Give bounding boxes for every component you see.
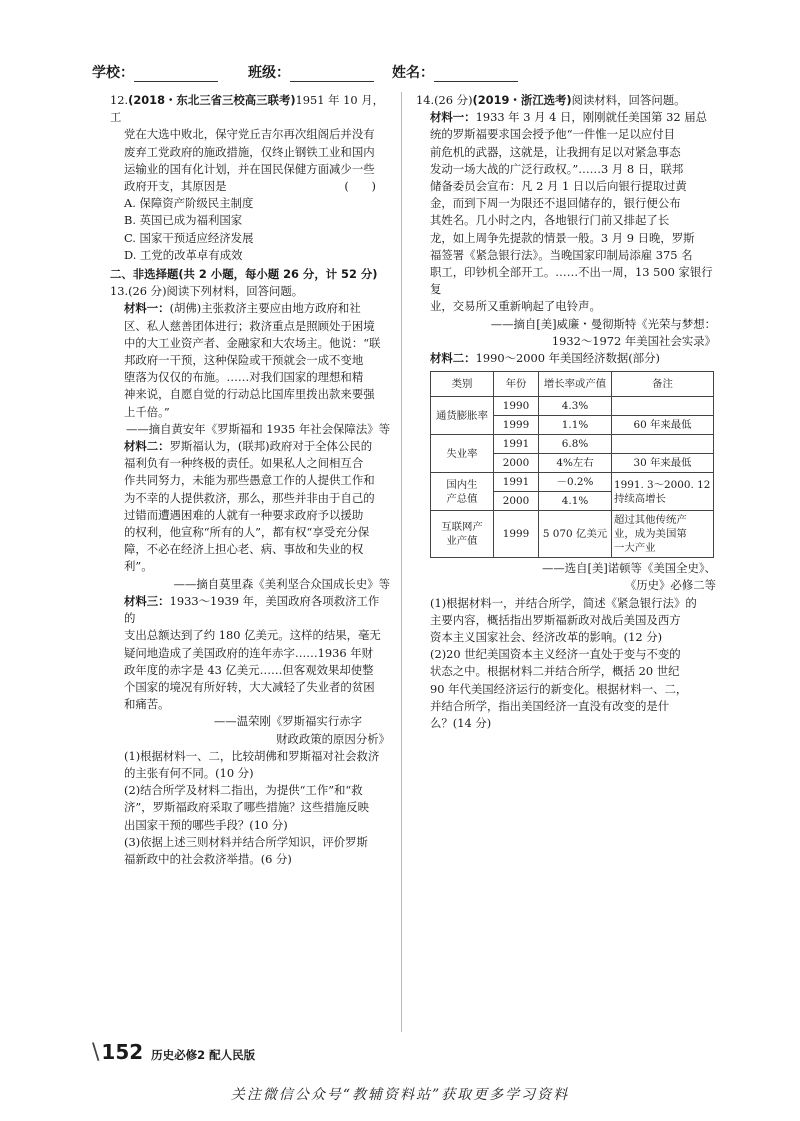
material-label: 材料二：: [124, 439, 170, 454]
value-cell: 4.1%: [539, 492, 612, 511]
material-label: 材料一：: [430, 110, 476, 125]
q12-option-b[interactable]: B. 英国已成为福利国家: [124, 213, 243, 228]
subquestion-line: (3)依据上述三则材料并结合所学知识，评价罗斯: [124, 834, 368, 849]
right-column: [416, 92, 716, 732]
material-line: 区、私人慈善团体进行；救济重点是照顾处于困境: [124, 318, 375, 333]
page-footer: [92, 1040, 255, 1065]
table-header-row: [431, 372, 714, 397]
material-label: 材料三：: [124, 593, 170, 608]
note-line: 超过其他传统产: [614, 514, 687, 527]
q14-number: 14.(26 分): [416, 93, 473, 107]
material-label: 材料一：: [124, 301, 170, 316]
year-cell: 1991: [494, 473, 539, 492]
category-line: 国内生: [446, 478, 478, 491]
class-label: 班级：: [248, 65, 290, 81]
material-line: 金，而到下周一为限还不退回储存的，银行便公布: [430, 196, 681, 211]
category-line: 业产值: [446, 535, 478, 548]
economic-data-table: [430, 371, 714, 558]
q13-material-1: [110, 300, 390, 438]
subquestion-line: (2)结合所学及材料二指出，为提供“工作”和“救: [124, 783, 363, 798]
note-cell: [612, 511, 714, 558]
material-line: 中的大工业资产者、金融家和大农场主。他说：“联: [124, 335, 381, 350]
subquestion-line: 90 年代美国经济运行的新变化。根据材料一、二，: [430, 681, 688, 696]
table-row: [431, 511, 714, 558]
question-13: [110, 283, 390, 868]
name-field[interactable]: [392, 62, 518, 82]
section-heading: 二、非选择题(共 2 小题，每小题 26 分，计 52 分): [110, 267, 378, 282]
category-line: 互联网产: [441, 521, 483, 534]
page-number: 152: [101, 1040, 144, 1064]
name-blank[interactable]: [434, 65, 518, 82]
q13-material-2: [110, 438, 390, 593]
material-line: 为不幸的人提供救济，那么，那些并非由于自己的: [124, 490, 375, 505]
header-category: 类别: [431, 372, 494, 397]
header-year: 年份: [494, 372, 539, 397]
book-title: 历史必修2 配人民版: [151, 1048, 256, 1062]
table-title: 1990～2000 年美国经济数据(部分): [475, 351, 660, 366]
table-row: [431, 435, 714, 454]
subquestion-line: 么？(14 分): [430, 716, 492, 731]
material-line: 和痛苦。: [124, 697, 170, 712]
material-line: 统的罗斯福要求国会授予他“一件惟一足以应付目: [430, 127, 676, 142]
material-line: 上千倍。”: [124, 404, 170, 419]
category-cell: 失业率: [431, 435, 494, 473]
subquestion-line: 的主张有何不同。(10 分): [124, 765, 254, 780]
material-line: 职工，印钞机全部开工。……不出一周，13 500 家银行复: [430, 265, 713, 297]
table-row: [431, 397, 714, 416]
material-line: 支出总额达到了约 180 亿美元。这样的结果，毫无: [124, 628, 381, 643]
category-cell: [431, 473, 494, 511]
name-label: 姓名：: [392, 65, 434, 81]
material-line: 过错而遭遇困难的人就有一种要求政府予以援助: [124, 507, 364, 522]
material-line: 储备委员会宣布：凡 2 月 1 日以后向银行提取过黄: [430, 179, 687, 194]
school-field[interactable]: [92, 62, 218, 82]
year-cell: 1999: [494, 511, 539, 558]
material-line: 堕落为仅仅的布施。……对我们国家的理想和精: [124, 370, 364, 385]
material-source: ——选自[美]诺顿等《美国全史》、: [541, 561, 716, 576]
value-cell: 5 070 亿美元: [539, 511, 612, 558]
subquestion-line: (2)20 世纪美国资本主义经济一直处于变与不变的: [430, 647, 681, 662]
q14-source: (2019・浙江选考): [472, 93, 572, 107]
material-line: 政年度的赤字是 43 亿美元……但客观效果却使整: [124, 662, 374, 677]
q12-source: (2018・东北三省三校高三联考): [128, 93, 296, 107]
material-source: ——温荣刚《罗斯福实行赤字: [213, 714, 362, 729]
note-line: 持续高增长: [614, 492, 666, 505]
material-line: 邦政府一干预，这种保险或干预就会一成不变地: [124, 353, 364, 368]
material-line: 的权利，他宣称“所有的人”，都有权“享受充分保: [124, 525, 370, 540]
subquestion-line: 出国家干预的哪些手段？(10 分): [124, 817, 288, 832]
material-line: 其姓名。几小时之内，各地银行门前又排起了长: [430, 213, 670, 228]
q12-answer-paren[interactable]: ( ): [344, 179, 376, 194]
category-line: 产总值: [446, 492, 478, 505]
q12-number: 12.: [110, 93, 129, 107]
value-cell: 4.3%: [539, 397, 612, 416]
question-12: [110, 92, 390, 264]
q13-material-3: [110, 593, 390, 748]
q12-option-d[interactable]: D. 工党的改革卓有成效: [124, 247, 243, 262]
material-source: 《历史》必修二等: [624, 578, 716, 593]
q12-line: 政府开支，其原因是: [124, 179, 227, 194]
q12-line: 1951 年 10 月，工: [110, 93, 385, 125]
question-14: [416, 92, 716, 732]
note-line: 一大产业: [614, 542, 656, 555]
material-line: (胡佛)主张救济主要应由地方政府和社: [169, 301, 361, 316]
q13-subquestions: [110, 748, 390, 868]
value-cell: －0.2%: [539, 473, 612, 492]
note-cell: 60 年来最低: [612, 416, 714, 435]
promo-text: 关注微信公众号“教辅资料站”获取更多学习资料: [230, 1087, 570, 1103]
left-column: [110, 92, 390, 868]
material-source: 1932～1972 年美国社会实录》: [551, 333, 716, 348]
material-line: 发动一场大战的广泛行政权。”……3 月 8 日，联邦: [430, 161, 684, 176]
material-line: 前危机的武器，这就是，让我拥有足以对紧急事态: [430, 144, 681, 159]
material-line: 业，交易所又重新响起了电铃声。: [430, 299, 601, 314]
year-cell: 1990: [494, 397, 539, 416]
q12-option-a[interactable]: A. 保障资产阶级民主制度: [124, 196, 254, 211]
material-line: 神来说，自愿自觉的行动总比国库里拨出款来要强: [124, 387, 375, 402]
year-cell: 1999: [494, 416, 539, 435]
subquestion-line: 主要内容，概括指出罗斯福新政对战后美国及西方: [430, 612, 681, 627]
q12-line: 废弃工党政府的施政措施，仅终止钢铁工业和国内: [124, 144, 375, 159]
column-divider: [401, 92, 402, 1032]
q12-line: 运输业的国有化计划，并在国民保健方面减少一些: [124, 161, 375, 176]
subquestion-line: (1)根据材料一、二，比较胡佛和罗斯福对社会救济: [124, 748, 380, 763]
material-line: 1933～1939 年，美国政府各项救济工作的: [124, 593, 380, 626]
page-mark-icon: \: [92, 1040, 100, 1065]
material-source: 财政政策的原因分析》: [276, 731, 390, 746]
q13-intro: 13.(26 分)阅读下列材料，回答问题。: [110, 284, 304, 299]
category-cell: [431, 511, 494, 558]
subquestion-line: 状态之中。根据材料二并结合所学，概括 20 世纪: [430, 664, 680, 679]
subquestion-line: 资本主义国家社会、经济改革的影响。(12 分): [430, 630, 663, 645]
material-label: 材料二：: [430, 351, 476, 366]
subquestion-line: (1)根据材料一，并结合所学，简述《紧急银行法》的: [430, 595, 697, 610]
material-source: ——摘自黄安年《罗斯福和 1935 年社会保障法》等: [125, 421, 390, 436]
header-note: 备注: [612, 372, 714, 397]
note-line: 业，成为美国第: [614, 528, 687, 541]
material-source: ——摘自[美]威廉・曼彻斯特《光荣与梦想：: [490, 316, 716, 331]
value-cell: 4%左右: [539, 454, 612, 473]
year-cell: 1991: [494, 435, 539, 454]
material-line: 障，不必在经济上担心老、病、事故和失业的权利”。: [124, 542, 364, 574]
material-line: 福签署《紧急银行法》。当晚国家印制局添雇 375 名: [430, 247, 693, 262]
material-line: 作共同努力，未能为那些愚意工作的人提供工作和: [124, 473, 375, 488]
value-cell: 1.1%: [539, 416, 612, 435]
material-line: 福利负有一种终极的责任。如果私人之间相互合: [124, 456, 364, 471]
material-line: 罗斯福认为，(联邦)政府对于全体公民的: [169, 439, 373, 454]
year-cell: 2000: [494, 454, 539, 473]
material-line: 龙，如上周争先提款的情景一般。3 月 9 日晚，罗斯: [430, 230, 695, 245]
class-blank[interactable]: [290, 65, 374, 82]
note-cell: [612, 435, 714, 454]
material-line: 疑问地造成了美国政府的连年赤字……1936 年财: [124, 645, 374, 660]
header-value: 增长率或产值: [539, 372, 612, 397]
q12-option-c[interactable]: C. 国家干预适应经济发展: [124, 230, 254, 245]
material-line: 个国家的境况有所好转，大大减轻了失业者的贫困: [124, 679, 375, 694]
note-line: 1991. 3～2000. 12: [614, 478, 711, 491]
q14-material-1: [416, 109, 716, 350]
school-blank[interactable]: [134, 65, 218, 82]
q14-intro: 阅读材料，回答问题。: [571, 93, 686, 107]
class-field[interactable]: [248, 62, 374, 82]
note-cell: 30 年来最低: [612, 454, 714, 473]
category-cell: 通货膨胀率: [431, 397, 494, 435]
school-label: 学校：: [92, 65, 134, 81]
student-info-header: [92, 62, 712, 84]
year-cell: 2000: [494, 492, 539, 511]
q12-line: 党在大选中败北，保守党丘吉尔再次组阁后并没有: [124, 127, 375, 142]
subquestion-line: 济”，罗斯福政府采取了哪些措施？这些措施反映: [124, 800, 370, 815]
material-source: ——摘自莫里森《美利坚合众国成长史》等: [173, 576, 390, 591]
value-cell: 6.8%: [539, 435, 612, 454]
subquestion-line: 福新政中的社会救济举措。(6 分): [124, 851, 292, 866]
subquestion-line: 并结合所学，指出美国经济一直没有改变的是什: [430, 698, 670, 713]
q14-subquestions: [416, 595, 716, 733]
material-line: 1933 年 3 月 4 日，刚刚就任美国第 32 届总: [475, 110, 707, 125]
table-row: [431, 473, 714, 492]
note-cell: [612, 473, 714, 511]
note-cell: [612, 397, 714, 416]
